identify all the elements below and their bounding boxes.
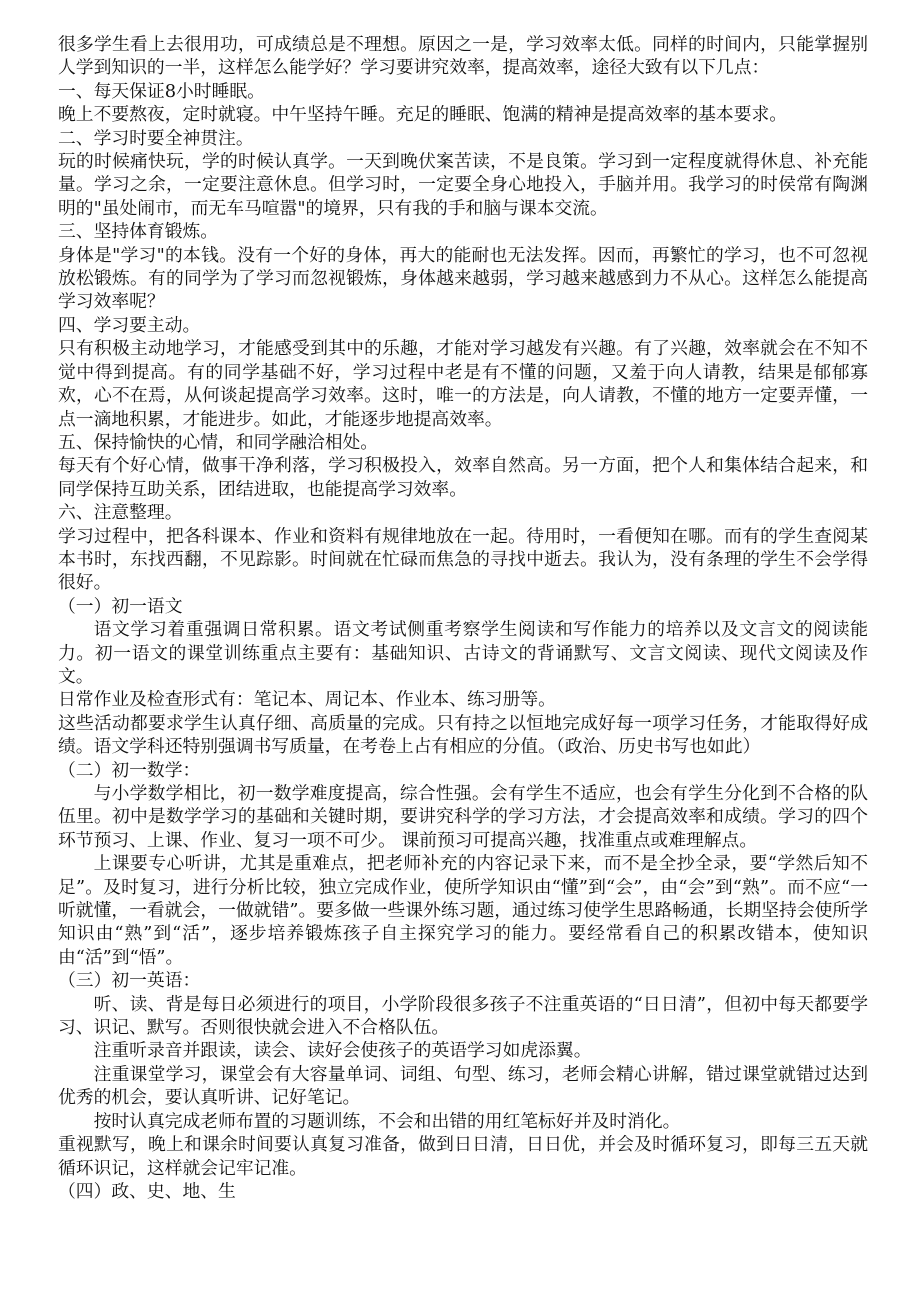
paragraph-initiative: 只有积极主动地学习，才能感受到其中的乐趣，才能对学习越发有兴趣。有了兴趣，效率就会在不知不觉中得到提高。有的同学基础不好，学习过程中老是有不懂的问题，又羞于向人请教，结果是郁郁寡欢，心不在焉，从何谈起提高学习效率。这时，唯一的方法是，向人请教，不懂的地方一定要弄懂，一点一滴地积累，才能进步。如此，才能逐步地提高效率。 (58, 338, 868, 430)
paragraph-focus: 玩的时候痛快玩，学的时候认真学。一天到晚伏案苦读，不是良策。学习到一定程度就得休息、补充能量。学习之余，一定要注意休息。但学习时，一定要全身心地投入，手脑并用。我学习的时侯常有陶渊明的"虽处闹市，而无车马喧嚣"的境界，只有我的手和脑与课本交流。 (58, 151, 868, 219)
paragraph-math-2: 上课要专心听讲，尤其是重难点，把老师补充的内容记录下来，而不是全抄全录，要“学然后知不足”。及时复习，进行分析比较，独立完成作业，使所学知识由“懂”到“会”，由“会”到“熟”。而不应“一听就懂，一看就会，一做就错”。要多做一些课外练习题，通过练习使学生思路畅通，长期坚持会使所学知识由“熟”到“活”，逐步培养锻炼孩子自主探究学习的能力。要经常看自己的积累改错本，使知识由“活”到“悟”。 (58, 853, 868, 968)
paragraph-english-1: 听、读、背是每日必须进行的项目，小学阶段很多孩子不注重英语的“日日清”，但初中每天都要学习、识记、默写。否则很快就会进入不合格队伍。 (58, 993, 868, 1039)
heading-exercise: 三、坚持体育锻炼。 (58, 221, 219, 243)
paragraph-english-5: 重视默写，晚上和课余时间要认真复习准备，做到日日清，日日优，并会及时循环复习，即每三五天就循环识记，这样就会记牢记准。 (58, 1134, 868, 1179)
paragraph-english-3: 注重课堂学习，课堂会有大容量单词、词组、句型、练习，老师会精心讲解，错过课堂就错过达到优秀的机会，要认真听讲、记好笔记。 (58, 1063, 868, 1109)
paragraph-chinese-3: 这些活动都要求学生认真仔细、高质量的完成。只有持之以恒地完成好每一项学习任务，才能取得好成绩。语文学科还特别强调书写质量，在考卷上占有相应的分值。（政治、历史书写也如此） (58, 712, 868, 758)
intro-paragraph: 很多学生看上去很用功，可成绩总是不理想。原因之一是，学习效率太低。同样的时间内，只能掌握别人学到知识的一半，这样怎么能学好？学习要讲究效率，提高效率，途径大致有以下几点： (58, 34, 868, 79)
subheading-other-subjects: （四）政、史、地、生 (58, 1180, 236, 1202)
heading-organize: 六、注意整理。 (58, 502, 183, 524)
paragraph-chinese-2: 日常作业及检查形式有：笔记本、周记本、作业本、练习册等。 (58, 689, 556, 711)
paragraph-exercise: 身体是"学习"的本钱。没有一个好的身体，再大的能耐也无法发挥。因而，再繁忙的学习，也不可忽视放松锻炼。有的同学为了学习而忽视锻炼，身体越来越弱，学习越来越感到力不从心。这样怎么能提高学习效率呢？ (58, 244, 868, 313)
heading-focus: 二、学习时要全神贯注。 (58, 127, 254, 149)
paragraph-english-4: 按时认真完成老师布置的习题训练，不会和出错的用红笔标好并及时消化。 (93, 1110, 681, 1132)
paragraph-organize: 学习过程中，把各科课本、作业和资料有规律地放在一起。待用时，一看便知在哪。而有的学生查阅某本书时，东找西翻，不见踪影。时间就在忙碌而焦急的寻找中逝去。我认为，没有条理的学生不会学得很好。 (58, 525, 868, 594)
subheading-english: （三）初一英语： (58, 970, 201, 992)
paragraph-english-2: 注重听录音并跟读，读会、读好会使孩子的英语学习如虎添翼。 (93, 1040, 592, 1062)
heading-mood: 五、保持愉快的心情，和同学融洽相处。 (58, 431, 379, 453)
paragraph-mood: 每天有个好心情，做事干净利落，学习积极投入，效率自然高。另一方面，把个人和集体结合起来，和同学保持互助关系，团结进取，也能提高学习效率。 (58, 455, 868, 500)
heading-sleep: 一、每天保证8小时睡眠。 (58, 80, 265, 102)
document-body (58, 33, 868, 1203)
paragraph-math-1: 与小学数学相比，初一数学难度提高，综合性强。会有学生不适应，也会有学生分化到不合格的队伍里。初中是数学学习的基础和关键时期，要讲究科学的学习方法，才会提高效率和成绩。学习的四个环节预习、上课、作业、复习一项不可少。 课前预习可提高兴趣，找准重点或难理解点。 (58, 783, 868, 851)
paragraph-sleep: 晚上不要熬夜，定时就寝。中午坚持午睡。充足的睡眠、饱满的精神是提高效率的基本要求。 (58, 104, 788, 126)
subheading-chinese: （一）初一语文 (58, 595, 183, 617)
subheading-math: （二）初一数学： (58, 759, 201, 781)
heading-initiative: 四、学习要主动。 (58, 314, 201, 336)
paragraph-chinese-1: 语文学习着重强调日常积累。语文考试侧重考察学生阅读和写作能力的培养以及文言文的阅读能力。初一语文的课堂训练重点主要有：基础知识、古诗文的背诵默写、文言文阅读、现代文阅读及作文。 (58, 619, 868, 687)
